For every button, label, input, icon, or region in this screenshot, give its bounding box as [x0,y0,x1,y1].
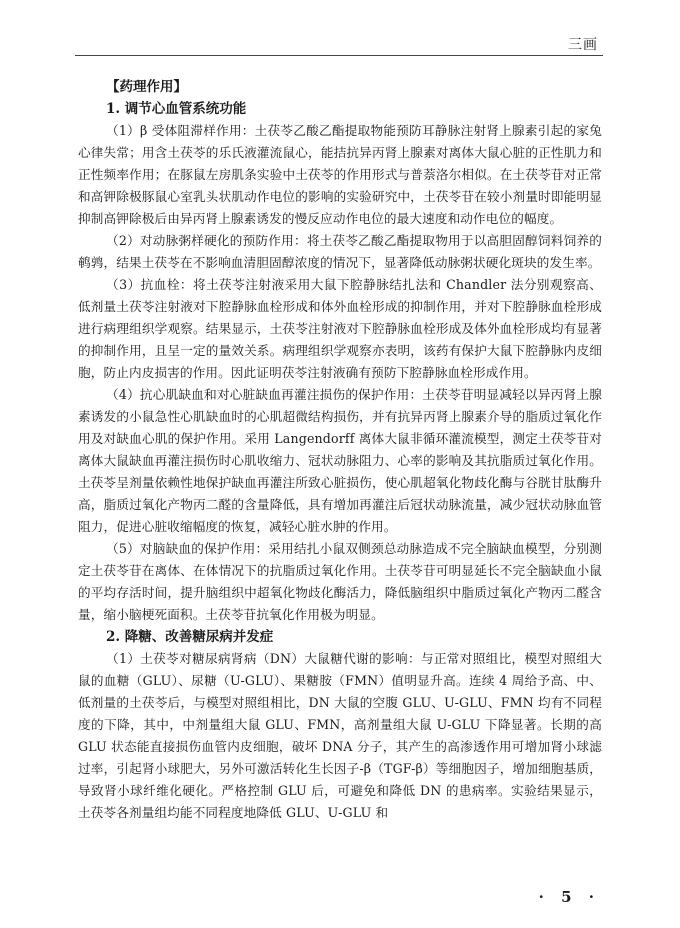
paragraph-atherosclerosis: （2）对动脉粥样硬化的预防作用：将土茯苓乙酸乙酯提取物用于以高胆固醇饲料饲养的鹌鹑，结果土茯苓在不影响血清胆固醇浓度的情况下，显著降低动脉粥状硬化斑块的发生率。 [78,233,602,270]
paragraph-cerebral-ischemia: （5）对脑缺血的保护作用：采用结扎小鼠双侧颈总动脉造成不完全脑缺血模型，分别测定土茯苓苷在离体、在体情况下的抗脂质过氧化作用。土茯苓苷可明显延长不完全脑缺血小鼠的平均存活时间，提升脑组织中超氧化物歧化酶活力，降低脑组织中脂质过氧化产物丙二醛含量，缩小脑梗死面积。土茯苓苷抗氧化作用极为明显。 [78,541,602,622]
paragraph-myocardial-ischemia: （4）抗心肌缺血和对心脏缺血再灌注损伤的保护作用：土茯苓苷明显减轻以异丙肾上腺素诱发的小鼠急性心肌缺血时的心肌超微结构损伤，并有抗异丙肾上腺素介导的脂质过氧化作用及对缺血心肌的保护作用。采用 Langendorff 离体大鼠非循环灌流模型，测定土茯苓苷对离体大鼠缺血再灌注损伤时心肌收缩力、冠状动脉阻力、心率的影响及其抗脂质过氧化作用。土茯苓呈剂量依赖性地保护缺血再灌注所致心脏损伤，使心肌超氧化物歧化酶与谷胱甘肽酶升高，脂质过氧化产物丙二醛的含量降低，具有增加再灌注后冠状动脉流量，减少冠状动脉血管阻力，促进心脏收缩幅度的恢复，减轻心脏水肿的作用。 [78,387,602,534]
paragraph-antithrombosis: （3）抗血栓：将土茯苓注射液采用大鼠下腔静脉结扎法和 Chandler 法分别观察高、低剂量土茯苓注射液对下腔静脉血栓形成和体外血栓形成的抑制作用，并对下腔静脉血栓形成进行病理组织学观察。结果显示，土茯苓注射液对下腔静脉血栓形成及体外血栓形成均有显著的抑制作用，且呈一定的量效关系。病理组织学观察亦表明，该药有保护大鼠下腔静脉内皮细胞，防止内皮损害的作用。因此证明茯苓注射液确有预防下腔静脉血栓形成作用。 [78,277,602,380]
section-label: 【药理作用】 [106,79,187,95]
heading-cardiovascular: 1. 调节心血管系统功能 [106,101,247,117]
running-head: 三画 [568,37,598,53]
page-number: · 5 · [538,888,600,906]
header-rule [75,55,603,56]
paragraph-beta-blocker: （1）β 受体阻滞样作用：土茯苓乙酸乙酯提取物能预防耳静脉注射肾上腺素引起的家兔心律失常；用含土茯苓的乐氏液灌流鼠心，能拮抗异丙肾上腺素对离体大鼠心脏的正性肌力和正性频率作用；在豚鼠左房肌条实验中土茯苓的作用形式与普萘洛尔相似。在土茯苓苷对正常和高钾除极豚鼠心室乳头状肌动作电位的影响的实验研究中，土茯苓苷在较小剂量时即能明显抑制高钾除极后由异丙肾上腺素诱发的慢反应动作电位的最大速度和动作电位的幅度。 [78,123,602,226]
page-body [78,76,602,824]
heading-diabetes: 2. 降糖、改善糖尿病并发症 [106,629,274,645]
paragraph-diabetic-nephropathy: （1）土茯苓对糖尿病肾病（DN）大鼠糖代谢的影响：与正常对照组比，模型对照组大鼠的血糖（GLU）、尿糖（U-GLU）、果糖胺（FMN）值明显升高。连续 4 周给予高、中、低剂量的土茯苓后，与模型对照组相比，DN 大鼠的空腹 GLU、U-GLU、FMN 均有不同程度的下降，其中，中剂量组大鼠 GLU、FMN，高剂量组大鼠 U-GLU 下降显著。长期的高 GLU 状态能直接损伤血管内皮细胞，破坏 DNA 分子，其产生的高渗透作用可增加肾小球滤过率，引起肾小球肥大，另外可激活转化生长因子-β（TGF-β）等细胞因子，增加细胞基质，导致肾小球纤维化硬化。严格控制 GLU 后，可避免和降低 DN 的患病率。实验结果显示，土茯苓各剂量组均能不同程度地降低 GLU、U-GLU 和 [78,651,602,820]
